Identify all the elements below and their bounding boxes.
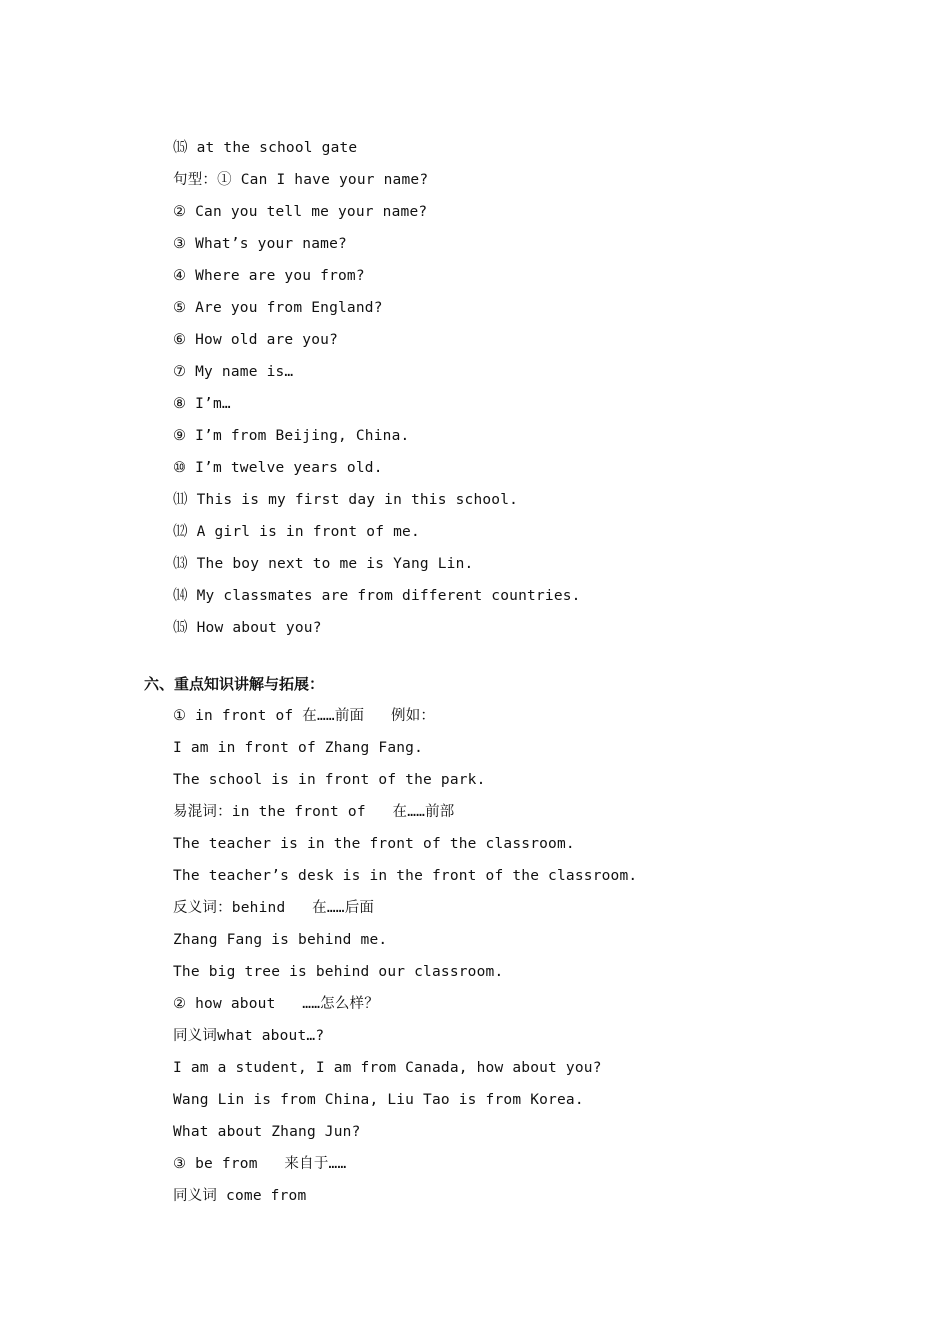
synonym-term: 同义词 come from xyxy=(173,1188,307,1204)
sentence-pattern-10: ⑩ I’m twelve years old. xyxy=(173,460,383,476)
antonym-term: 反义词：behind 在……后面 xyxy=(173,900,375,916)
sentence-pattern-14: ⒁ My classmates are from different countries. xyxy=(173,588,581,604)
sentence-pattern-11: ⑾ This is my first day in this school. xyxy=(173,492,519,508)
example-line: The teacher’s desk is in the front of the classroom. xyxy=(173,868,638,884)
sentence-pattern-7: ⑦ My name is… xyxy=(173,364,294,380)
sentence-pattern-6: ⑥ How old are you? xyxy=(173,332,339,348)
example-line: What about Zhang Jun? xyxy=(173,1124,361,1140)
point-be-from: ③ be from 来自于…… xyxy=(173,1156,347,1172)
sentence-pattern-3: ③ What’s your name? xyxy=(173,236,347,252)
example-line: Zhang Fang is behind me. xyxy=(173,932,388,948)
point-how-about: ② how about ……怎么样？ xyxy=(173,996,379,1012)
sentence-pattern-5: ⑤ Are you from England? xyxy=(173,300,383,316)
sentence-pattern-15: ⒂ How about you? xyxy=(173,620,322,636)
sentence-pattern-13: ⒀ The boy next to me is Yang Lin. xyxy=(173,556,474,572)
point-in-front-of: ① in front of 在……前面 例如： xyxy=(173,708,436,724)
example-line: The school is in front of the park. xyxy=(173,772,486,788)
sentence-pattern-4: ④ Where are you from? xyxy=(173,268,365,284)
sentence-pattern-9: ⑨ I’m from Beijing, China. xyxy=(173,428,410,444)
example-line: I am in front of Zhang Fang. xyxy=(173,740,424,756)
confusable-term: 易混词：in the front of 在……前部 xyxy=(173,804,455,820)
sentence-pattern-2: ② Can you tell me your name? xyxy=(173,204,428,220)
phrase-line-15: ⒂ at the school gate xyxy=(173,140,358,156)
sentence-pattern-8: ⑧ I’m… xyxy=(173,396,231,412)
section-heading: 六、重点知识讲解与拓展： xyxy=(144,675,325,693)
example-line: The teacher is in the front of the classroom. xyxy=(173,836,575,852)
sentence-pattern-1: 句型：① Can I have your name? xyxy=(173,172,429,188)
example-line: Wang Lin is from China, Liu Tao is from Korea. xyxy=(173,1092,584,1108)
sentence-pattern-12: ⑿ A girl is in front of me. xyxy=(173,524,420,540)
synonym-term: 同义词what about…? xyxy=(173,1028,325,1044)
example-line: The big tree is behind our classroom. xyxy=(173,964,504,980)
example-line: I am a student, I am from Canada, how about you? xyxy=(173,1060,602,1076)
